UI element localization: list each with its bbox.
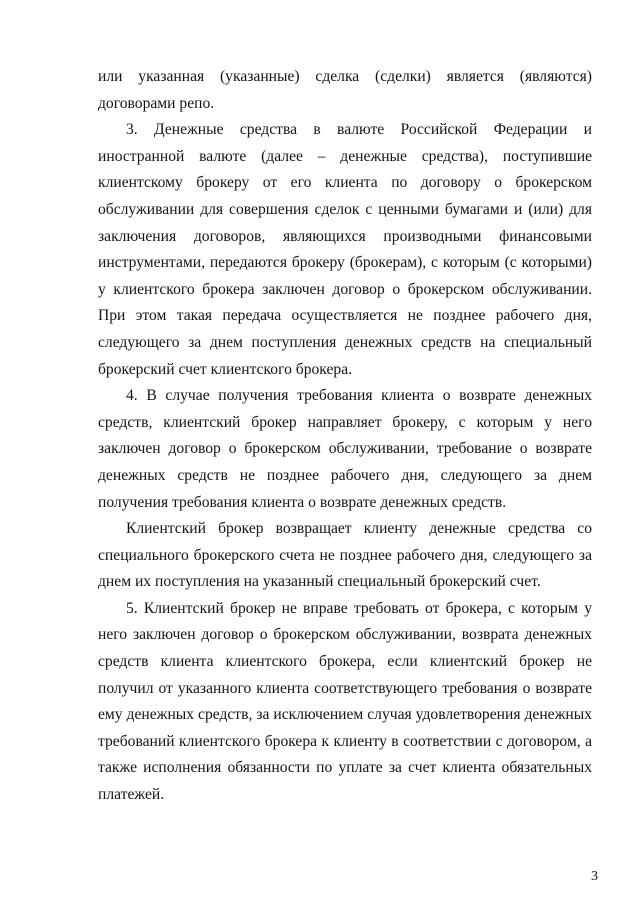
- paragraph-item-4: 4. В случае получения требования клиента о возврате денежных средств, клиентский брокер направляет брокеру, с которым у него заключен договор о брокерском обслуживании, требование о возврате денежных средств не позднее рабочего дня, следующего за днем получения требования клиента о возврате денежных средств.: [98, 387, 592, 511]
- document-body: [98, 64, 592, 809]
- paragraph-item-3: 3. Денежные средства в валюте Российской Федерации и иностранной валюте (далее – денежные средства), поступившие клиентскому брокеру от его клиента по договору о брокерском обслуживании для совершения сделок с ценными бумагами и (или) для заключения договоров, являющихся производными финансовыми инструментами, передаются брокеру (брокерам), с которым (с которыми) у клиентского брокера заключен договор о брокерском обслуживании. При этом такая передача осуществляется не позднее рабочего дня, следующего за днем поступления денежных средств на специальный брокерский счет клиентского брокера.: [98, 121, 592, 378]
- paragraph-continuation: или указанная (указанные) сделка (сделки) является (являются) договорами репо.: [98, 68, 592, 112]
- page-number: 3: [591, 869, 598, 884]
- paragraph-item-4-continued: Клиентский брокер возвращает клиенту денежные средства со специального брокерского счета не позднее рабочего дня, следующего за днем их поступления на указанный специальный брокерский счет.: [98, 520, 592, 591]
- paragraph-item-5: 5. Клиентский брокер не вправе требовать от брокера, с которым у него заключен договор о брокерском обслуживании, возврата денежных средств клиента клиентского брокера, если клиентский брокер не получил от указанного клиента соответствующего требования о возврате ему денежных средств, за исключением случая удовлетворения денежных требований клиентского брокера к клиенту в соответствии с договором, а также исполнения обязанности по уплате за счет клиента обязательных платежей.: [98, 599, 592, 804]
